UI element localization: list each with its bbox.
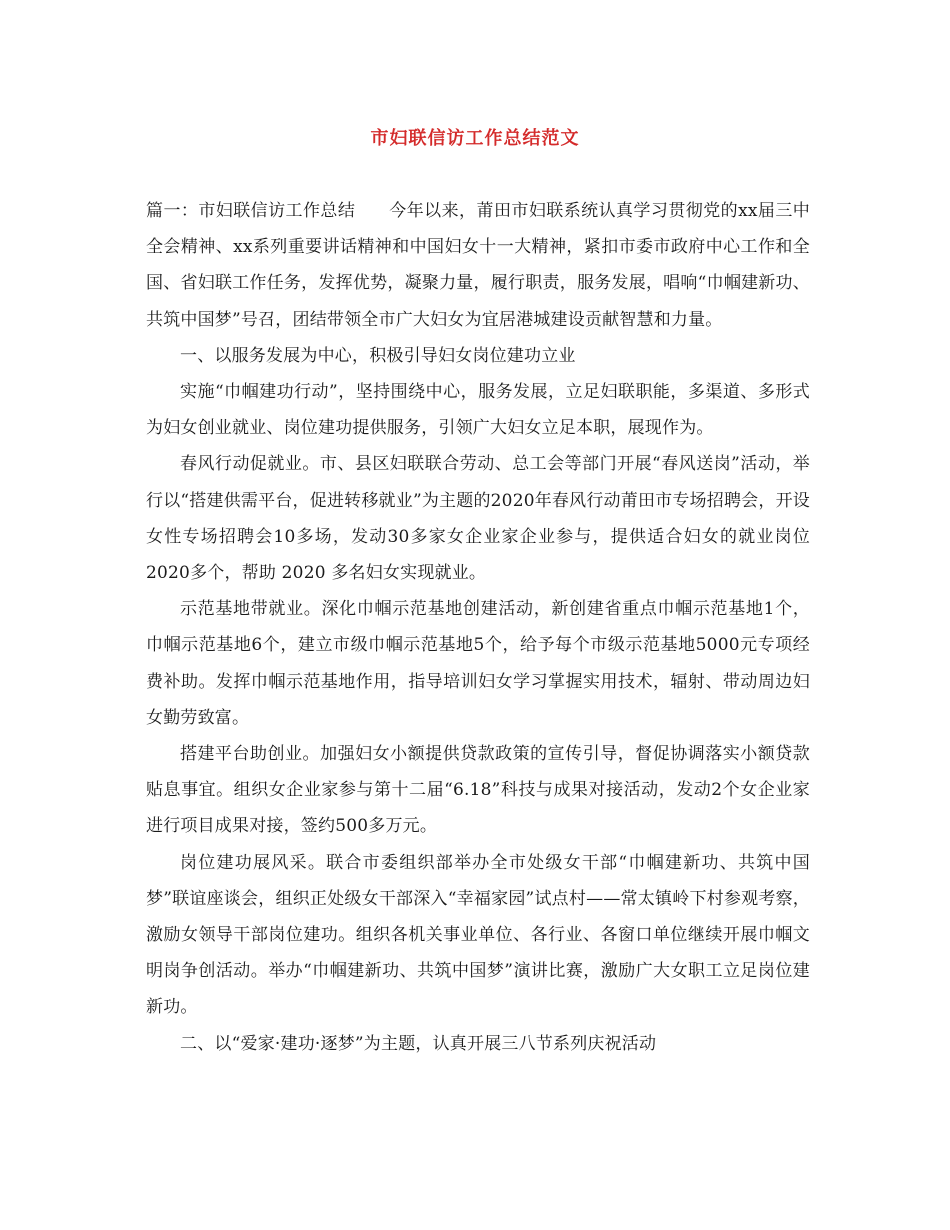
document-title: 市妇联信访工作总结范文 (370, 128, 580, 149)
intro-text: 今年以来，莆田市妇联系统认真学习贯彻党的xx届三中全会精神、xx系列重要讲话精神和中国妇女十一大精神，紧扣市委市政府中心工作和全国、省妇联工作任务，发挥优势，凝聚力量，履行职责，服务发展，唱响“巾帼建新功、共筑中国梦”号召，团结带领全市广大妇女为宜居港城建设贡献智慧和力量。 (146, 201, 810, 330)
paragraph: 岗位建功展风采。联合市委组织部举办全市处级女干部“巾帼建新功、共筑中国梦”联谊座谈会，组织正处级女干部深入“幸福家园”试点村——常太镇岭下村参观考察，激励女领导干部岗位建功。组织各机关事业单位、各行业、各窗口单位继续开展巾帼文明岗争创活动。举办“巾帼建新功、共筑中国梦”演讲比赛，激励广大女职工立足岗位建新功。 (146, 852, 810, 1018)
paragraph: 实施“巾帼建功行动”，坚持围绕中心，服务发展，立足妇联职能，多渠道、多形式为妇女创业就业、岗位建功提供服务，引领广大妇女立足本职，展现作为。 (146, 382, 810, 439)
paragraph: 搭建平台助创业。加强妇女小额提供贷款政策的宣传引导，督促协调落实小额贷款贴息事宜。组织女企业家参与第十二届“6.18”科技与成果对接活动，发动2个女企业家进行项目成果对接，签约500多万元。 (146, 744, 810, 837)
paragraph: 示范基地带就业。深化巾帼示范基地创建活动，新创建省重点巾帼示范基地1个，巾帼示范基地6个，建立市级巾帼示范基地5个，给予每个市级示范基地5000元专项经费补助。发挥巾帼示范基地作用，指导培训妇女学习掌握实用技术，辐射、带动周边妇女勤劳致富。 (146, 599, 810, 728)
intro-heading: 篇一：市妇联信访工作总结 (146, 201, 356, 221)
paragraph: 春风行动促就业。市、县区妇联联合劳动、总工会等部门开展“春风送岗”活动，举行以“搭建供需平台，促进转移就业”为主题的2020年春风行动莆田市专场招聘会，开设女性专场招聘会10多场，发动30多家女企业家企业参与，提供适合妇女的就业岗位2020多个，帮助 2020 多名妇女实现就业。 (146, 454, 810, 584)
intro-paragraph (146, 193, 810, 338)
document-body (146, 193, 810, 1062)
section-heading-1: 一、以服务发展为中心，积极引导妇女岗位建功立业 (180, 345, 576, 366)
section-heading-2: 二、以“爱家·建功·逐梦”为主题，认真开展三八节系列庆祝活动 (180, 1033, 657, 1054)
